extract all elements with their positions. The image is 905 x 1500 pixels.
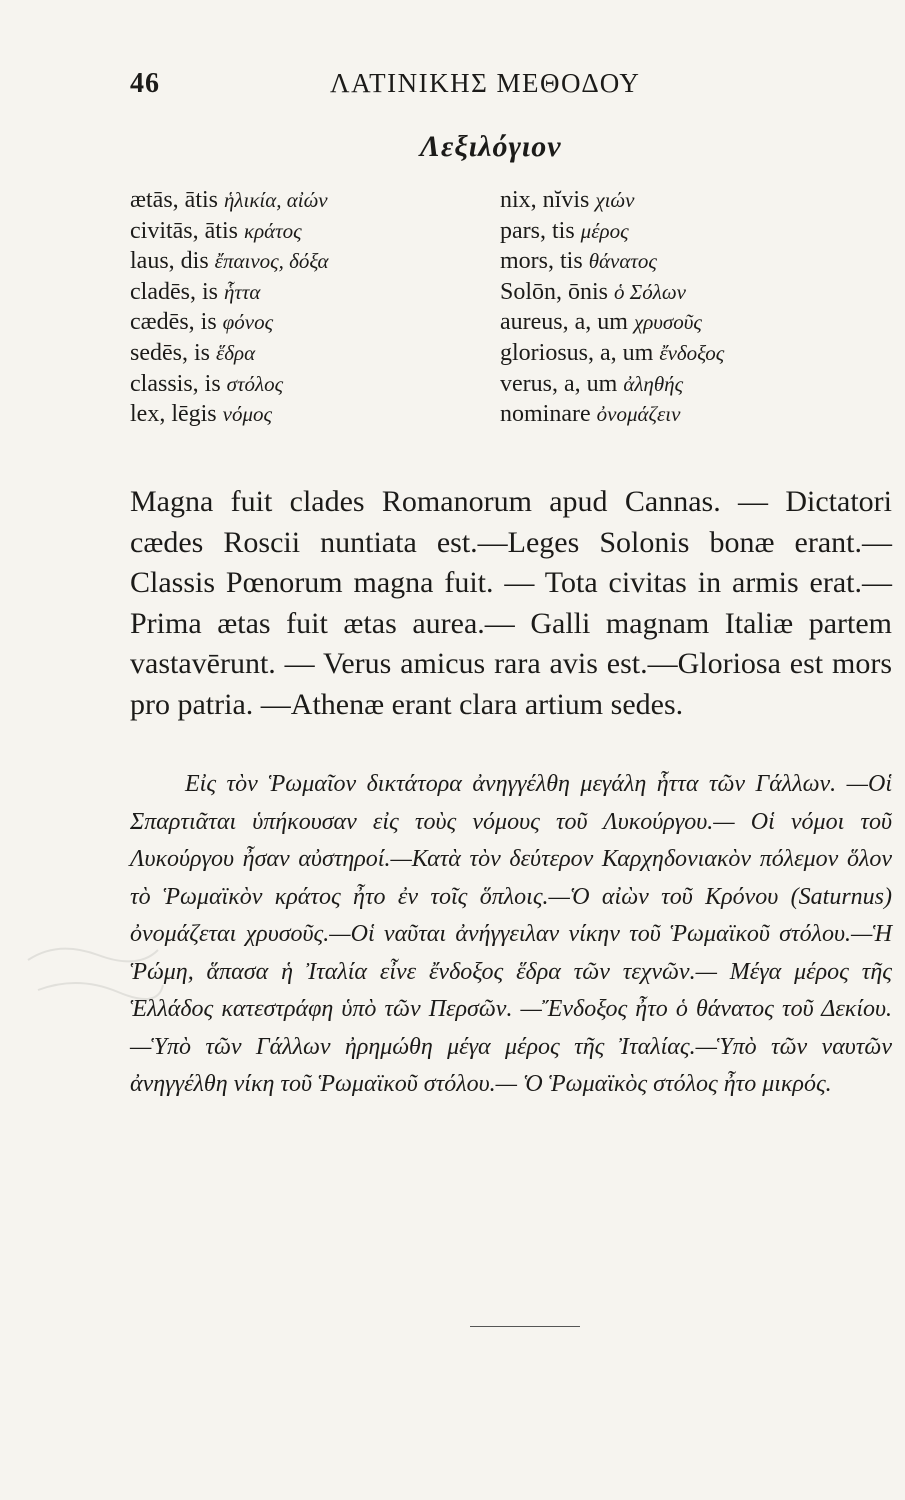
- vocab-greek: χρυσοῦς: [633, 310, 702, 335]
- vocab-greek: ἔνδοξος: [659, 340, 725, 365]
- vocab-greek: ἧττα: [223, 279, 261, 304]
- latin-exercise-paragraph: Magna fuit clades Romanorum apud Cannas. — Dictatori cædes Roscii nuntiata est.—Leges Solonis bonæ erant.—Classis Pœnorum magna fuit. — Tota civitas in armis erat.—Prima ætas fuit ætas aurea.— Galli magnam Italiæ partem vastavērunt. — Verus amicus rara avis est.—Gloriosa est mors pro patria. —Athenæ erant clara artium sedes.: [130, 485, 892, 721]
- vocab-latin: cædēs, is: [130, 309, 217, 336]
- vocab-latin: cladēs, is: [130, 278, 218, 305]
- vocabulary-column-left: [130, 185, 480, 430]
- vocab-latin: pars, tis: [500, 217, 575, 244]
- vocab-greek: ἡλικία, αἰών: [224, 188, 328, 212]
- page-header: [130, 68, 850, 108]
- vocab-entry: [130, 277, 480, 308]
- vocab-greek: ὀνομάζειν: [596, 402, 681, 427]
- vocabulary-list: [130, 185, 870, 455]
- vocab-entry: [130, 338, 480, 369]
- vocab-entry: [500, 216, 880, 247]
- vocab-greek: χιών: [595, 188, 635, 212]
- vocab-entry: [130, 185, 480, 216]
- vocab-entry: [500, 185, 880, 216]
- vocab-entry: [130, 369, 480, 400]
- vocab-entry: [130, 399, 480, 430]
- vocab-entry: [500, 277, 880, 308]
- vocab-latin: aureus, a, um: [500, 309, 628, 336]
- vocab-greek: μέρος: [580, 218, 629, 243]
- vocab-latin: laus, dis: [130, 248, 209, 275]
- section-title: Λεξιλόγιον: [420, 130, 562, 163]
- vocab-greek: φόνος: [222, 310, 274, 335]
- vocab-latin: ætās, ātis: [130, 187, 218, 213]
- vocab-latin: civitās, ātis: [130, 217, 238, 244]
- vocab-entry: [500, 399, 880, 430]
- vocab-greek: νόμος: [222, 402, 273, 427]
- vocab-entry: [500, 246, 880, 277]
- closing-rule: [470, 1326, 580, 1327]
- vocab-latin: classis, is: [130, 370, 221, 397]
- greek-exercise-paragraph: [130, 766, 892, 1104]
- vocabulary-column-right: [500, 185, 880, 430]
- vocab-latin: nominare: [500, 401, 591, 428]
- vocab-greek: θάνατος: [588, 249, 657, 274]
- vocab-latin: Solōn, ōnis: [500, 278, 609, 305]
- page-number: 46: [130, 68, 160, 99]
- vocab-latin: verus, a, um: [500, 370, 618, 397]
- greek-exercise-text: Εἰς τὸν Ῥωμαῖον δικτάτορα ἀνηγγέλθη μεγάλη ἧττα τῶν Γάλλων. —Οἱ Σπαρτιᾶται ὑπήκουσαν εἰς τοὺς νόμους τοῦ Λυκούργου.— Οἱ νόμοι τοῦ Λυκούργου ἦσαν αὐστηροί.—Κατὰ τὸν δεύτερον Καρχηδονιακὸν πόλεμον ὅλον τὸ Ῥωμαϊκὸν κράτος ἦτο ἐν τοῖς ὅπλοις.—Ὁ αἰὼν τοῦ Κρόνου (Saturnus) ὀνομάζεται χρυσοῦς.—Οἱ ναῦται ἀνήγγειλαν νίκην τοῦ Ῥωμαϊκοῦ στόλου.—Ἡ Ῥώμη, ἅπασα ἡ Ἰταλία εἶνε ἔνδοξος ἕδρα τῶν τεχνῶν.— Μέγα μέρος τῆς Ἑλλάδος κατεστράφη ὑπὸ τῶν Περσῶν. —Ἔνδοξος ἦτο ὁ θάνατος τοῦ Δεκίου.—Ὑπὸ τῶν Γάλλων ἠρημώθη μέγα μέρος τῆς Ἰταλίας.—Ὑπὸ τῶν ναυτῶν ἀνηγγέλθη νίκη τοῦ Ῥωμαϊκοῦ στόλου.— Ὁ Ῥωμαϊκὸς στόλος ἦτο μικρός.: [130, 771, 892, 1097]
- vocab-latin: sedēs, is: [130, 339, 210, 366]
- vocab-greek: ἀληθής: [623, 371, 684, 396]
- vocab-greek: κράτος: [243, 218, 302, 243]
- vocab-entry: [500, 338, 880, 369]
- running-title: ΛΑΤΙΝΙΚΗΣ ΜΕΘΟΔΟΥ: [330, 68, 641, 98]
- vocab-entry: [130, 246, 480, 277]
- vocab-latin: lex, lēgis: [130, 401, 217, 428]
- vocab-latin: gloriosus, a, um: [500, 339, 654, 366]
- vocab-greek: ἕδρα: [216, 340, 256, 365]
- vocab-latin: nix, nĭvis: [500, 187, 590, 213]
- vocab-greek: στόλος: [226, 371, 284, 396]
- vocab-entry: [500, 307, 880, 338]
- vocab-greek: ὁ Σόλων: [614, 279, 687, 304]
- vocab-entry: [130, 307, 480, 338]
- vocab-entry: [500, 369, 880, 400]
- bleed-through-stain: [18, 920, 168, 1020]
- vocab-latin: mors, tis: [500, 248, 583, 275]
- vocab-entry: [130, 216, 480, 247]
- vocab-greek: ἔπαινος, δόξα: [214, 249, 329, 274]
